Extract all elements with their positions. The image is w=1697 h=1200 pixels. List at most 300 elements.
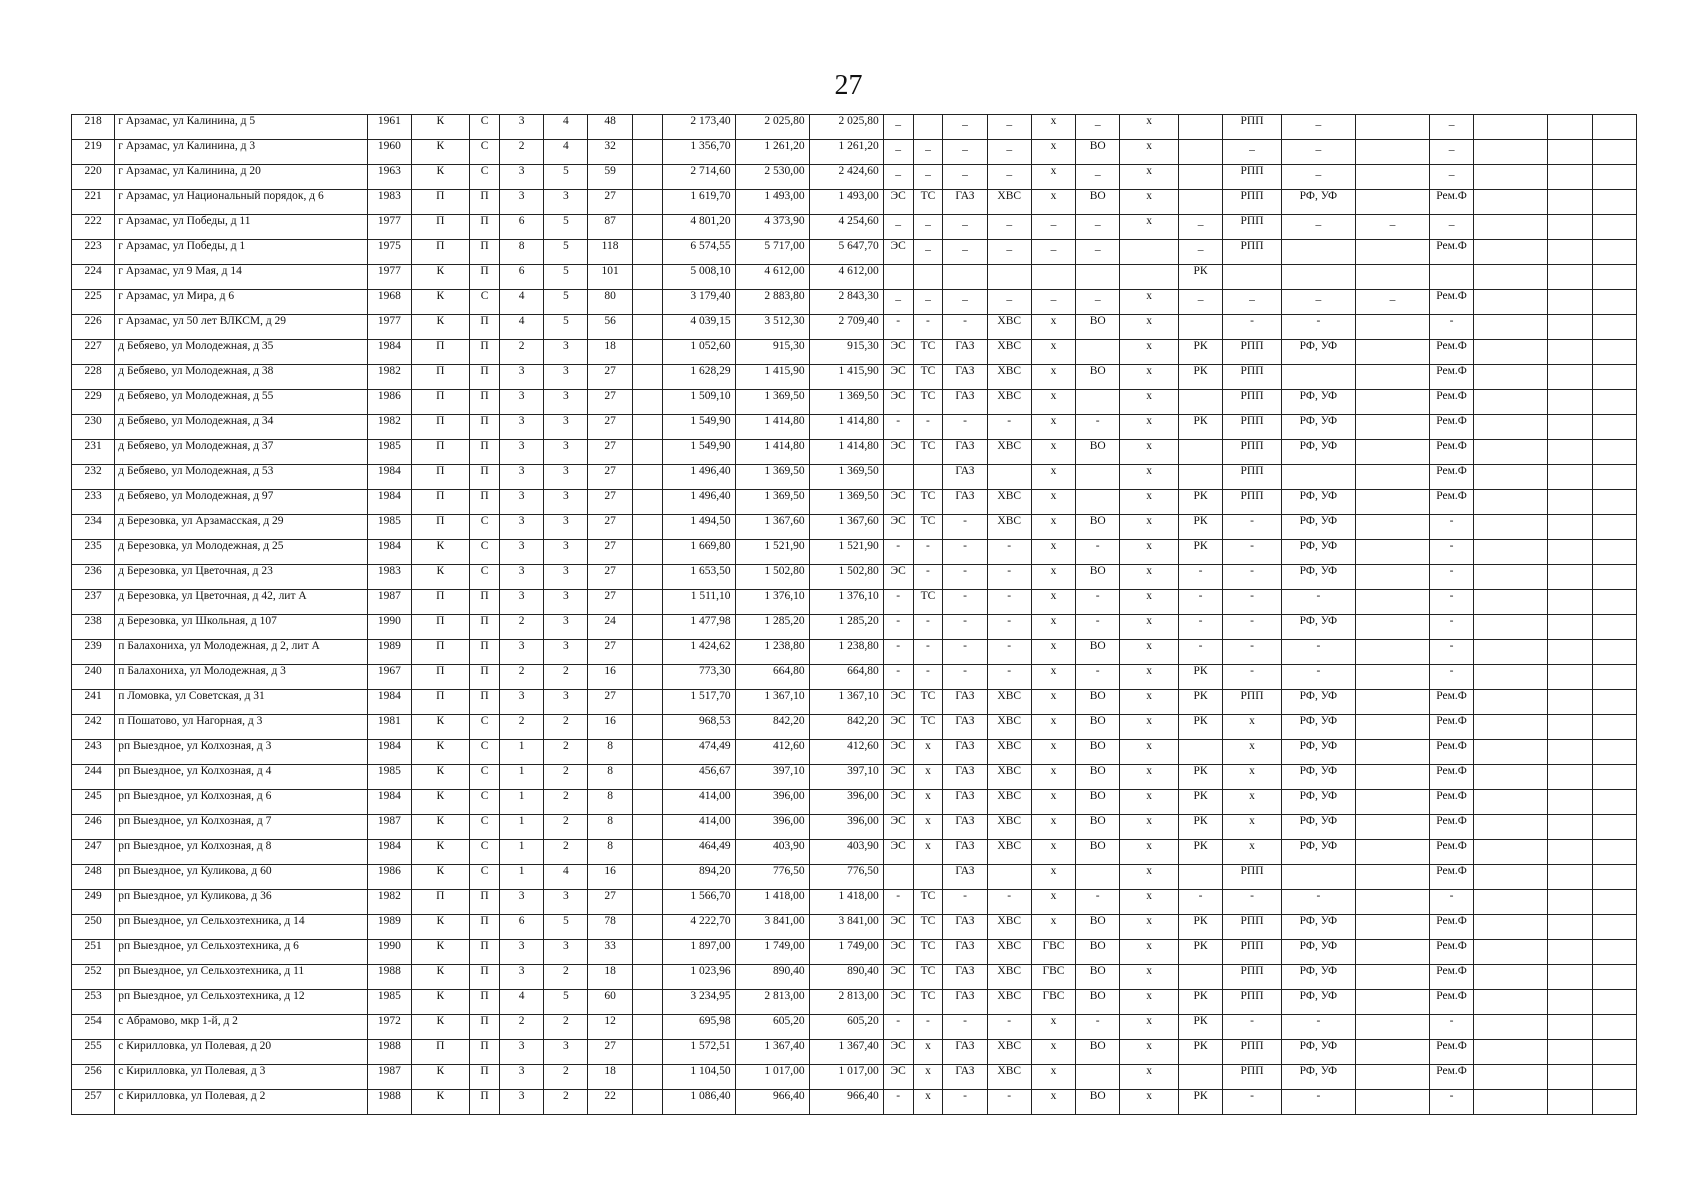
total-area-cell: 1 566,70 [662,890,735,915]
row-number-cell: 218 [72,115,115,140]
rf-uf-cell: РФ, УФ [1281,790,1355,815]
rem-f-cell: Рем.Ф [1429,290,1473,315]
blank-c-cell [1474,615,1548,640]
blank-a-cell [632,490,662,515]
sewerage-cell [1076,340,1120,365]
rf-uf-cell: РФ, УФ [1281,940,1355,965]
entrances-cell: 3 [499,1040,543,1065]
floor-type-cell: П [470,690,500,715]
rpp-cell: х [1223,765,1282,790]
hot-water-cell: х [1031,115,1075,140]
blank-b-cell [1355,140,1429,165]
page-number: 27 [834,70,863,101]
rem-f-cell: Рем.Ф [1429,390,1473,415]
residential-area-cell: 1 017,00 [809,1065,883,1090]
residential-area-cell: 4 612,00 [809,265,883,290]
blank-a-cell [632,140,662,165]
total-area-cell: 1 496,40 [662,490,735,515]
rf-uf-cell: РФ, УФ [1281,565,1355,590]
blank-a-cell [632,415,662,440]
hot-water-cell: х [1031,440,1075,465]
cold-water-cell: ХВС [987,940,1031,965]
wall-material-cell: К [411,965,470,990]
apartments-cell: 27 [588,690,632,715]
rk-cell [1178,965,1222,990]
table-row [72,790,1637,815]
floor-type-cell: П [470,365,500,390]
table-row [72,340,1637,365]
blank-a-cell [632,965,662,990]
heating-cell: _ [913,240,943,265]
blank-e-cell [1592,665,1636,690]
floors-cell: 2 [544,815,588,840]
table-row [72,1015,1637,1040]
blank-b-cell [1355,915,1429,940]
total-area-cell: 1 619,70 [662,190,735,215]
cold-water-cell: - [987,565,1031,590]
gas-cell: ГАЗ [943,190,987,215]
year-built-cell: 1982 [368,890,411,915]
cold-water-cell: - [987,890,1031,915]
rk-cell: _ [1178,240,1222,265]
residential-area-cell: 1 369,50 [809,465,883,490]
hot-water-cell: х [1031,515,1075,540]
gas-cell: - [943,640,987,665]
address-cell: д Березовка, ул Школьная, д 107 [115,615,368,640]
blank-e-cell [1592,990,1636,1015]
address-cell: г Арзамас, ул Калинина, д 3 [115,140,368,165]
address-cell: рп Выездное, ул Сельхозтехника, д 12 [115,990,368,1015]
sewerage-cell: _ [1076,115,1120,140]
blank-a-cell [632,190,662,215]
row-number-cell: 242 [72,715,115,740]
apartments-cell: 8 [588,790,632,815]
year-built-cell: 1984 [368,740,411,765]
electricity-cell: - [883,415,913,440]
rf-uf-cell [1281,865,1355,890]
cold-water-cell: ХВС [987,815,1031,840]
residential-area-cell: 1 418,00 [809,890,883,915]
sewerage-cell: - [1076,415,1120,440]
blank-e-cell [1592,715,1636,740]
hot-water-cell: х [1031,715,1075,740]
total-area-cell: 414,00 [662,790,735,815]
blank-a-cell [632,1015,662,1040]
apartments-cell: 27 [588,390,632,415]
wall-material-cell: К [411,915,470,940]
row-number-cell: 228 [72,365,115,390]
apartments-cell: 101 [588,265,632,290]
electricity-cell: - [883,1090,913,1115]
sewerage-cell: ВО [1076,790,1120,815]
apartments-cell: 16 [588,715,632,740]
entrances-cell: 1 [499,840,543,865]
hot-water-cell: х [1031,565,1075,590]
x-mark-cell: х [1120,815,1179,840]
electricity-cell: _ [883,290,913,315]
electricity-cell: ЭС [883,365,913,390]
floors-cell: 3 [544,415,588,440]
rem-f-cell: Рем.Ф [1429,465,1473,490]
electricity-cell: ЭС [883,965,913,990]
hot-water-cell: х [1031,140,1075,165]
total-area-cell: 2 714,60 [662,165,735,190]
apartments-cell: 27 [588,590,632,615]
electricity-cell: ЭС [883,340,913,365]
floor-type-cell: П [470,490,500,515]
rf-uf-cell: РФ, УФ [1281,440,1355,465]
apartments-cell: 27 [588,190,632,215]
rf-uf-cell: РФ, УФ [1281,965,1355,990]
living-area-cell: 842,20 [735,715,809,740]
sewerage-cell: ВО [1076,640,1120,665]
gas-cell: _ [943,240,987,265]
blank-a-cell [632,815,662,840]
total-area-cell: 894,20 [662,865,735,890]
x-mark-cell: х [1120,215,1179,240]
residential-area-cell: 4 254,60 [809,215,883,240]
blank-b-cell [1355,1015,1429,1040]
rpp-cell: х [1223,815,1282,840]
table-row [72,840,1637,865]
floor-type-cell: П [470,940,500,965]
gas-cell: - [943,415,987,440]
cold-water-cell: ХВС [987,765,1031,790]
electricity-cell: - [883,1015,913,1040]
total-area-cell: 414,00 [662,815,735,840]
sewerage-cell: ВО [1076,140,1120,165]
blank-a-cell [632,165,662,190]
year-built-cell: 1984 [368,340,411,365]
electricity-cell: ЭС [883,815,913,840]
blank-d-cell [1548,115,1592,140]
rem-f-cell: - [1429,665,1473,690]
blank-a-cell [632,1090,662,1115]
blank-e-cell [1592,690,1636,715]
rf-uf-cell: РФ, УФ [1281,190,1355,215]
row-number-cell: 226 [72,315,115,340]
rf-uf-cell: - [1281,640,1355,665]
cold-water-cell: ХВС [987,490,1031,515]
rk-cell: РК [1178,840,1222,865]
hot-water-cell: х [1031,165,1075,190]
living-area-cell: 1 017,00 [735,1065,809,1090]
apartments-cell: 8 [588,815,632,840]
blank-c-cell [1474,165,1548,190]
row-number-cell: 219 [72,140,115,165]
sewerage-cell: - [1076,590,1120,615]
gas-cell: ГАЗ [943,990,987,1015]
address-cell: г Арзамас, ул 9 Мая, д 14 [115,265,368,290]
table-row [72,940,1637,965]
rk-cell [1178,115,1222,140]
rem-f-cell: Рем.Ф [1429,190,1473,215]
apartments-cell: 8 [588,765,632,790]
rk-cell: РК [1178,690,1222,715]
apartments-cell: 24 [588,615,632,640]
wall-material-cell: К [411,1090,470,1115]
rpp-cell [1223,265,1282,290]
wall-material-cell: П [411,1040,470,1065]
heating-cell: - [913,665,943,690]
living-area-cell: 412,60 [735,740,809,765]
electricity-cell: - [883,590,913,615]
floor-type-cell: С [470,290,500,315]
hot-water-cell: _ [1031,290,1075,315]
wall-material-cell: К [411,265,470,290]
row-number-cell: 230 [72,415,115,440]
blank-a-cell [632,765,662,790]
rem-f-cell: _ [1429,115,1473,140]
blank-d-cell [1548,615,1592,640]
rpp-cell: РПП [1223,915,1282,940]
rk-cell: _ [1178,215,1222,240]
electricity-cell: _ [883,140,913,165]
row-number-cell: 234 [72,515,115,540]
rk-cell: РК [1178,765,1222,790]
rk-cell [1178,165,1222,190]
rem-f-cell: Рем.Ф [1429,440,1473,465]
table-row [72,815,1637,840]
apartments-cell: 60 [588,990,632,1015]
blank-c-cell [1474,1065,1548,1090]
blank-a-cell [632,940,662,965]
address-cell: д Березовка, ул Арзамасская, д 29 [115,515,368,540]
living-area-cell: 1 367,40 [735,1040,809,1065]
sewerage-cell: ВО [1076,1040,1120,1065]
blank-c-cell [1474,790,1548,815]
electricity-cell: ЭС [883,440,913,465]
blank-a-cell [632,565,662,590]
floor-type-cell: С [470,815,500,840]
row-number-cell: 235 [72,540,115,565]
floor-type-cell: П [470,915,500,940]
year-built-cell: 1972 [368,1015,411,1040]
residential-area-cell: 915,30 [809,340,883,365]
table-row [72,290,1637,315]
electricity-cell: ЭС [883,690,913,715]
blank-a-cell [632,265,662,290]
blank-c-cell [1474,990,1548,1015]
sewerage-cell: ВО [1076,1090,1120,1115]
entrances-cell: 3 [499,490,543,515]
floors-cell: 2 [544,1090,588,1115]
blank-e-cell [1592,590,1636,615]
address-cell: рп Выездное, ул Куликова, д 36 [115,890,368,915]
hot-water-cell: х [1031,340,1075,365]
blank-c-cell [1474,1090,1548,1115]
blank-e-cell [1592,115,1636,140]
electricity-cell [883,465,913,490]
floor-type-cell: П [470,890,500,915]
blank-c-cell [1474,565,1548,590]
row-number-cell: 243 [72,740,115,765]
cold-water-cell: ХВС [987,365,1031,390]
housing-register-table [71,114,1637,1115]
wall-material-cell: П [411,440,470,465]
wall-material-cell: К [411,540,470,565]
x-mark-cell: х [1120,115,1179,140]
floors-cell: 2 [544,765,588,790]
apartments-cell: 27 [588,515,632,540]
blank-d-cell [1548,440,1592,465]
blank-e-cell [1592,140,1636,165]
residential-area-cell: 1 367,40 [809,1040,883,1065]
wall-material-cell: К [411,115,470,140]
cold-water-cell: ХВС [987,390,1031,415]
blank-c-cell [1474,415,1548,440]
table-row [72,715,1637,740]
rpp-cell: РПП [1223,190,1282,215]
living-area-cell: 966,40 [735,1090,809,1115]
rpp-cell: х [1223,840,1282,865]
blank-b-cell [1355,365,1429,390]
rf-uf-cell [1281,240,1355,265]
address-cell: д Бебяево, ул Молодежная, д 53 [115,465,368,490]
blank-e-cell [1592,290,1636,315]
residential-area-cell: 1 414,80 [809,440,883,465]
year-built-cell: 1986 [368,865,411,890]
electricity-cell: ЭС [883,990,913,1015]
blank-b-cell [1355,590,1429,615]
residential-area-cell: 5 647,70 [809,240,883,265]
year-built-cell: 1984 [368,540,411,565]
rpp-cell: - [1223,540,1282,565]
row-number-cell: 250 [72,915,115,940]
apartments-cell: 27 [588,415,632,440]
entrances-cell: 3 [499,890,543,915]
floor-type-cell: С [470,715,500,740]
year-built-cell: 1990 [368,940,411,965]
living-area-cell: 3 841,00 [735,915,809,940]
heating-cell: _ [913,140,943,165]
wall-material-cell: К [411,140,470,165]
x-mark-cell: х [1120,715,1179,740]
hot-water-cell: ГВС [1031,990,1075,1015]
rpp-cell: РПП [1223,165,1282,190]
year-built-cell: 1984 [368,840,411,865]
living-area-cell: 5 717,00 [735,240,809,265]
address-cell: рп Выездное, ул Куликова, д 60 [115,865,368,890]
blank-a-cell [632,365,662,390]
residential-area-cell: 1 369,50 [809,390,883,415]
blank-b-cell [1355,1040,1429,1065]
entrances-cell: 2 [499,1015,543,1040]
blank-b-cell [1355,890,1429,915]
address-cell: рп Выездное, ул Сельхозтехника, д 14 [115,915,368,940]
gas-cell: ГАЗ [943,790,987,815]
hot-water-cell: х [1031,790,1075,815]
floor-type-cell: С [470,165,500,190]
residential-area-cell: 2 424,60 [809,165,883,190]
rem-f-cell: Рем.Ф [1429,990,1473,1015]
wall-material-cell: К [411,565,470,590]
row-number-cell: 231 [72,440,115,465]
gas-cell: ГАЗ [943,765,987,790]
gas-cell: _ [943,215,987,240]
entrances-cell: 1 [499,815,543,840]
total-area-cell: 1 052,60 [662,340,735,365]
rk-cell: РК [1178,990,1222,1015]
year-built-cell: 1981 [368,715,411,740]
table-row [72,215,1637,240]
electricity-cell: ЭС [883,240,913,265]
rem-f-cell: - [1429,640,1473,665]
blank-d-cell [1548,415,1592,440]
gas-cell: ГАЗ [943,465,987,490]
rk-cell: РК [1178,715,1222,740]
blank-a-cell [632,1065,662,1090]
blank-d-cell [1548,990,1592,1015]
year-built-cell: 1983 [368,565,411,590]
sewerage-cell: _ [1076,240,1120,265]
rk-cell [1178,740,1222,765]
residential-area-cell: 403,90 [809,840,883,865]
heating-cell: - [913,415,943,440]
blank-c-cell [1474,840,1548,865]
blank-d-cell [1548,240,1592,265]
living-area-cell: 890,40 [735,965,809,990]
x-mark-cell: х [1120,590,1179,615]
residential-area-cell: 1 367,60 [809,515,883,540]
floor-type-cell: П [470,465,500,490]
sewerage-cell: ВО [1076,515,1120,540]
blank-e-cell [1592,415,1636,440]
heating-cell: ТС [913,390,943,415]
rk-cell: РК [1178,265,1222,290]
living-area-cell: 2 883,80 [735,290,809,315]
table-row [72,165,1637,190]
residential-area-cell: 842,20 [809,715,883,740]
row-number-cell: 253 [72,990,115,1015]
floors-cell: 5 [544,240,588,265]
hot-water-cell: х [1031,615,1075,640]
floors-cell: 3 [544,390,588,415]
blank-d-cell [1548,665,1592,690]
blank-d-cell [1548,790,1592,815]
heating-cell: ТС [913,590,943,615]
row-number-cell: 229 [72,390,115,415]
blank-a-cell [632,915,662,940]
residential-area-cell: 1 369,50 [809,490,883,515]
entrances-cell: 3 [499,590,543,615]
floor-type-cell: П [470,190,500,215]
total-area-cell: 1 511,10 [662,590,735,615]
year-built-cell: 1977 [368,315,411,340]
rpp-cell: РПП [1223,365,1282,390]
gas-cell: ГАЗ [943,1065,987,1090]
x-mark-cell: х [1120,615,1179,640]
apartments-cell: 27 [588,440,632,465]
electricity-cell: ЭС [883,490,913,515]
heating-cell: х [913,740,943,765]
rk-cell: РК [1178,1015,1222,1040]
sewerage-cell [1076,490,1120,515]
row-number-cell: 254 [72,1015,115,1040]
floors-cell: 3 [544,365,588,390]
total-area-cell: 3 234,95 [662,990,735,1015]
cold-water-cell: ХВС [987,1065,1031,1090]
table-row [72,765,1637,790]
cold-water-cell: ХВС [987,740,1031,765]
rk-cell [1178,140,1222,165]
floor-type-cell: П [470,1090,500,1115]
sewerage-cell: - [1076,615,1120,640]
apartments-cell: 87 [588,215,632,240]
address-cell: п Балахониха, ул Молодежная, д 2, лит А [115,640,368,665]
x-mark-cell: х [1120,890,1179,915]
rpp-cell: - [1223,890,1282,915]
